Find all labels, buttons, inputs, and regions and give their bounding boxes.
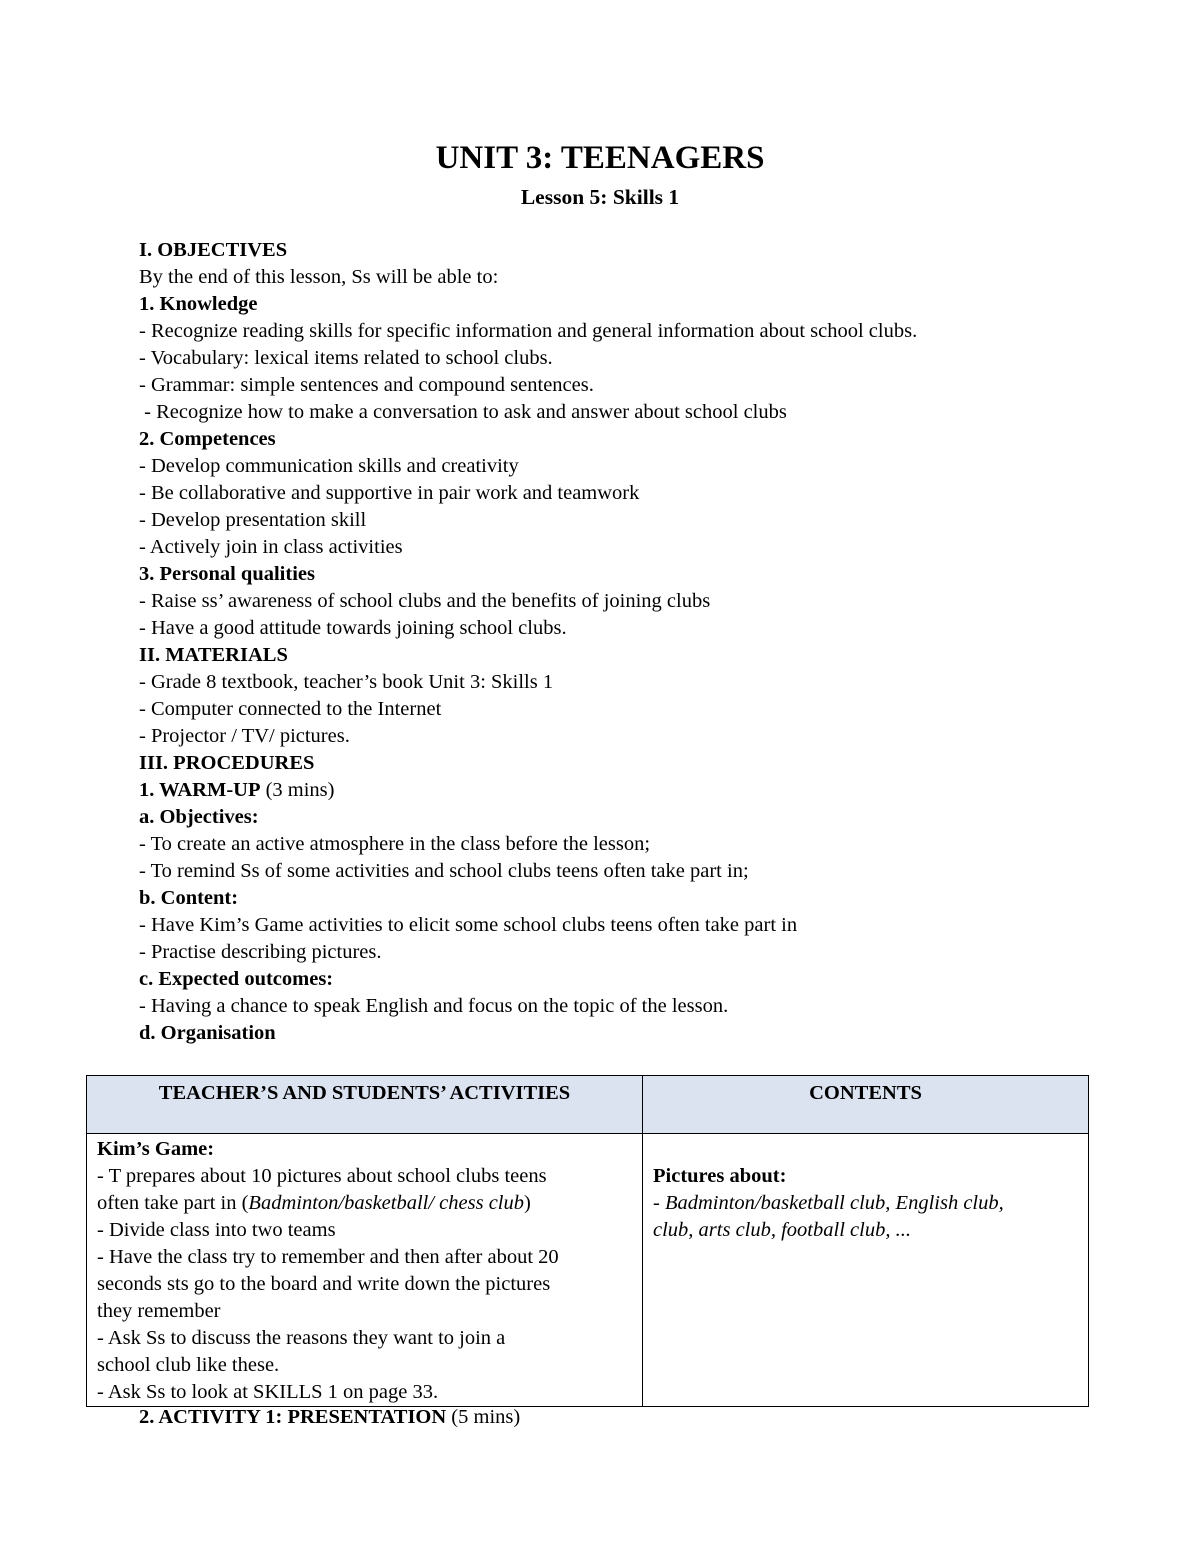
warmup-objectives-heading: a. Objectives: (139, 806, 259, 828)
contents-cell (643, 1134, 1089, 1407)
activity1-duration: (5 mins) (446, 1406, 521, 1428)
materials-heading: II. MATERIALS (139, 644, 288, 666)
activity1-line (139, 1404, 520, 1431)
activity-line: - Ask Ss to look at SKILLS 1 on page 33. (97, 1381, 439, 1403)
unit-title: UNIT 3: TEENAGERS (435, 140, 765, 176)
activities-column-header: TEACHER’S AND STUDENTS’ ACTIVITIES (87, 1076, 643, 1134)
knowledge-item: - Recognize how to make a conversation to ask and answer about school clubs (139, 401, 787, 423)
activity-line (97, 1190, 632, 1217)
activity-text: often take part in ( (97, 1192, 249, 1214)
qualities-item: - Have a good attitude towards joining school clubs. (139, 617, 567, 639)
game-title: Kim’s Game: (97, 1138, 215, 1160)
knowledge-item: - Vocabulary: lexical items related to school clubs. (139, 347, 553, 369)
competences-heading: 2. Competences (139, 428, 276, 450)
organisation-table (86, 1075, 1089, 1407)
activities-cell (87, 1134, 643, 1407)
contents-line: club, arts club, football club, ... (653, 1219, 911, 1241)
warmup-heading: 1. WARM-UP (139, 779, 261, 801)
table-header-row (87, 1076, 1089, 1134)
activity-line: they remember (97, 1300, 221, 1322)
knowledge-item: - Grammar: simple sentences and compound sentences. (139, 374, 594, 396)
warmup-objective-item: - To create an active atmosphere in the class before the lesson; (139, 833, 651, 855)
activity-clubs-italic: Badminton/basketball/ chess club (248, 1192, 524, 1214)
contents-line: - Badminton/basketball club, English club, (653, 1192, 1004, 1214)
procedures-heading: III. PROCEDURES (139, 752, 315, 774)
activity-line: seconds sts go to the board and write down the pictures (97, 1273, 551, 1295)
activity-line: - Divide class into two teams (97, 1219, 336, 1241)
warmup-content-item: - Have Kim’s Game activities to elicit some school clubs teens often take part in (139, 914, 798, 936)
activity1-heading: 2. ACTIVITY 1: PRESENTATION (139, 1406, 447, 1428)
activity-line: - Have the class try to remember and then after about 20 (97, 1246, 559, 1268)
warmup-content-heading: b. Content: (139, 887, 239, 909)
knowledge-item: - Recognize reading skills for specific information and general information about school clubs. (139, 320, 918, 342)
contents-column-header: CONTENTS (643, 1076, 1089, 1134)
lesson-subtitle: Lesson 5: Skills 1 (520, 185, 680, 209)
qualities-item: - Raise ss’ awareness of school clubs and the benefits of joining clubs (139, 590, 711, 612)
objectives-heading: I. OBJECTIVES (139, 239, 288, 261)
materials-item: - Grade 8 textbook, teacher’s book Unit 3: Skills 1 (139, 671, 554, 693)
competences-item: - Develop communication skills and creativity (139, 455, 519, 477)
activity-line: - Ask Ss to discuss the reasons they want to join a (97, 1327, 506, 1349)
warmup-duration: (3 mins) (260, 779, 335, 801)
warmup-outcomes-heading: c. Expected outcomes: (139, 968, 334, 990)
warmup-objective-item: - To remind Ss of some activities and school clubs teens often take part in; (139, 860, 749, 882)
competences-item: - Actively join in class activities (139, 536, 403, 558)
contents-heading: Pictures about: (653, 1165, 787, 1187)
competences-item: - Be collaborative and supportive in pair work and teamwork (139, 482, 640, 504)
materials-item: - Projector / TV/ pictures. (139, 725, 350, 747)
lesson-body (139, 237, 1099, 1047)
activity-line: - T prepares about 10 pictures about school clubs teens (97, 1165, 547, 1187)
table-row (87, 1134, 1089, 1407)
objectives-intro: By the end of this lesson, Ss will be able to: (139, 266, 499, 288)
activity-line: school club like these. (97, 1354, 280, 1376)
activity-text: ) (524, 1192, 531, 1214)
materials-item: - Computer connected to the Internet (139, 698, 442, 720)
knowledge-heading: 1. Knowledge (139, 293, 258, 315)
warmup-content-item: - Practise describing pictures. (139, 941, 382, 963)
competences-item: - Develop presentation skill (139, 509, 367, 531)
warmup-line (139, 777, 1099, 804)
warmup-organisation-heading: d. Organisation (139, 1022, 276, 1044)
spacer (653, 1136, 1078, 1163)
qualities-heading: 3. Personal qualities (139, 563, 315, 585)
warmup-outcome-item: - Having a chance to speak English and focus on the topic of the lesson. (139, 995, 729, 1017)
